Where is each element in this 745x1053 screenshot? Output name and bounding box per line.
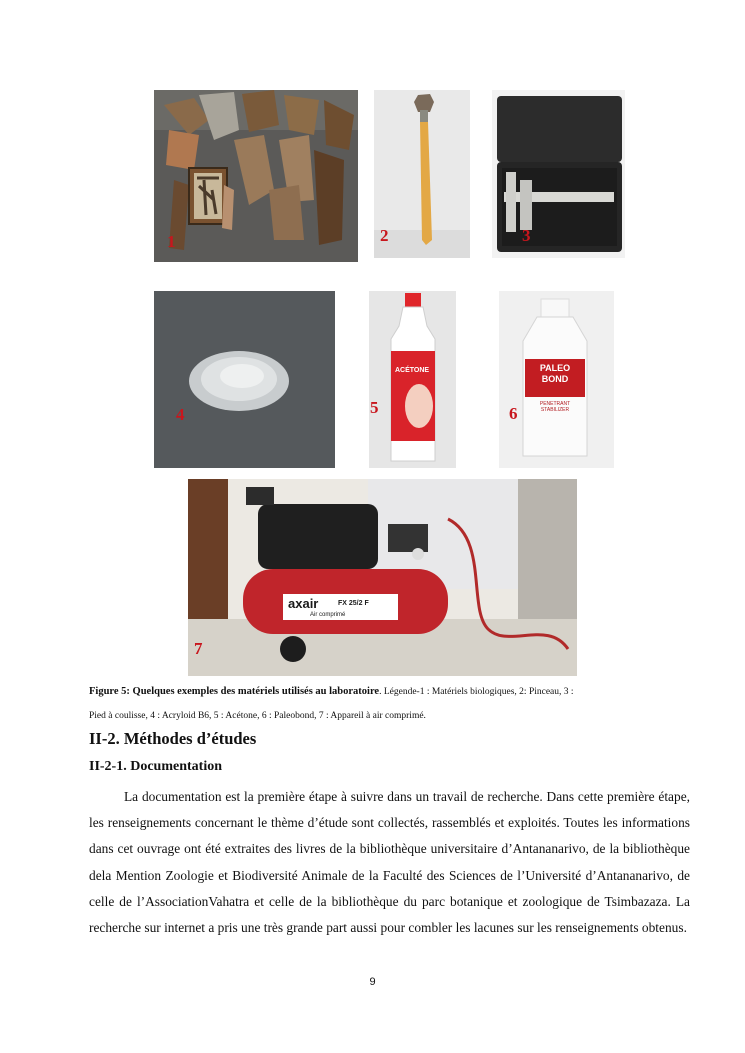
section-title: II-2. Méthodes d’études [89,729,257,748]
photo-paleobond [499,291,614,468]
photo-label-2: 2 [380,226,389,245]
acetone-brand-text: ACÉTONE [395,367,430,374]
paleobond-brand-text: PALEO BOND [539,363,571,384]
compressor-model-text: FX 25/2 F [338,600,369,607]
photo-label-6: 6 [509,404,518,423]
compressor-brand-text: axair [288,596,319,611]
photo-label-5: 5 [370,398,379,417]
photo-acryloid [154,291,335,468]
paleobond-sub-text: PENETRANT STABILIZER [539,401,571,413]
photo-acetone [369,291,456,468]
photo-label-1: 1 [167,232,176,251]
subsection-title: II-2-1. Documentation [89,759,222,774]
photo-air-compressor [188,479,577,676]
photo-brush [374,90,470,258]
compressor-sub-text: Air comprimé [310,612,346,618]
photo-biological-materials [154,90,358,262]
page-number: 9 [369,976,376,988]
photo-caliper [492,90,625,258]
photo-label-4: 4 [176,405,185,424]
figure-caption-legend: . Légende-1 : Matériels biologiques, 2: Pinceau, 3 : [379,687,574,697]
figure-caption-line2: Pied à coulisse, 4 : Acryloid B6, 5 : Acétone, 6 : Paleobond, 7 : Appareil à air comprimé. [89,711,426,721]
documentation-paragraph: La documentation est la première étape à suivre dans un travail de recherche. Dans cette première étape, les renseignements concernant le thème d’étude sont collectés, rassemblés et exploités. Toutes les informations dans cet ouvrage ont été extraites des livres de la bibliothèque universitaire d’Antananarivo, de la bibliothèque dela Mention Zoologie et Biodiversité Animale de la Faculté des Sciences de l’Université d’Antananarivo, de celle de l’AssociationVahatra et celle de la bibliothèque du parc botanique et zoologique de Tsimbazaza. La recherche sur internet a pris une très grande part aussi pour combler les lacunes sur les renseignements obtenus. [89,789,690,936]
figure-caption-title: Figure 5: Quelques exemples des matériels utilisés au laboratoire [89,686,380,697]
photo-label-3: 3 [522,226,531,245]
photo-label-7: 7 [194,639,203,658]
figure-caption [89,680,689,704]
